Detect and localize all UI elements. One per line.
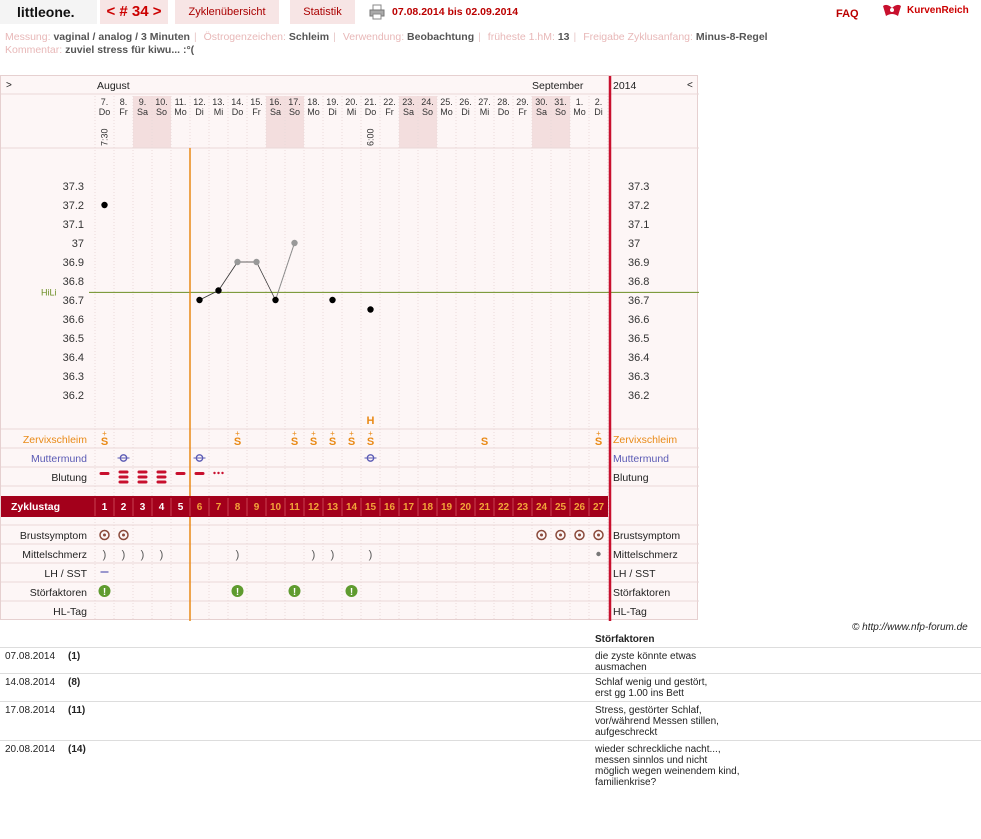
cycle-day-number: 13 [326, 502, 339, 513]
mucus-symbol: S [100, 436, 109, 448]
day-date-label: 15. [250, 97, 263, 107]
day-weekday-label: Di [594, 107, 603, 117]
month-label-august: August [97, 80, 130, 92]
cycle-info-line: Messung: vaginal / analog / 3 Minuten | Östrogenzeichen: Schleim | Verwendung: Beobachtung | früheste 1.hM: 13 | Freigabe Zyklusanfang: Minus-8-Regel [5, 31, 768, 43]
cycle-day-number: 14 [345, 502, 358, 513]
spotting-dot [221, 472, 223, 474]
usage-value: Beobachtung [407, 31, 475, 43]
bleeding-mark [157, 476, 167, 479]
bleeding-mark [100, 472, 110, 475]
y-tick-left: 37.3 [62, 181, 84, 193]
bleeding-mark [157, 481, 167, 484]
day-weekday-label: Sa [402, 107, 415, 117]
day-date-label: 13. [212, 97, 225, 107]
day-weekday-label: So [155, 107, 168, 117]
day-weekday-label: Mo [307, 107, 320, 117]
mucus-plus-mark: + [102, 429, 107, 438]
top-nav [0, 0, 981, 26]
day-weekday-label: Sa [269, 107, 282, 117]
row-label-disturbance: Störfaktoren [29, 587, 87, 599]
temperature-point [234, 259, 240, 265]
note-day: (1) [68, 651, 81, 662]
day-weekday-label: Sa [136, 107, 149, 117]
y-tick-left: 36.6 [62, 314, 84, 326]
mucus-plus-mark: + [349, 429, 354, 438]
cycle-day-number: 25 [554, 502, 567, 513]
measurement-value: vaginal / analog / 3 Minuten [53, 31, 190, 43]
mucus-symbol: S [290, 436, 299, 448]
earliest-hm-value: 13 [557, 31, 570, 43]
breast-symptom-icon-dot [122, 534, 125, 537]
mucus-plus-mark: + [330, 429, 335, 438]
day-weekday-label: Di [328, 107, 337, 117]
cycle-day-number: 22 [497, 502, 510, 513]
mucus-symbol: S [309, 436, 318, 448]
note-day: (8) [68, 677, 81, 688]
day-date-label: 7. [100, 97, 109, 107]
day-date-label: 14. [231, 97, 244, 107]
printer-icon[interactable] [369, 4, 385, 23]
temperature-point [329, 297, 335, 303]
row-label-breast: Brustsymptom [19, 530, 87, 542]
day-weekday-label: Fr [385, 107, 394, 117]
cycle-date-range: 07.08.2014 bis 02.09.2014 [392, 6, 519, 18]
day-weekday-label: Sa [535, 107, 548, 117]
kurvenreich-link[interactable]: KurvenReich [907, 5, 969, 16]
bleeding-mark [119, 471, 129, 474]
cycle-day-number: 12 [307, 502, 320, 513]
note-day: (14) [68, 744, 86, 755]
cycle-day-number: 15 [364, 502, 377, 513]
earliest-hm-label: früheste 1.hM: [487, 31, 555, 43]
y-tick-left: 36.5 [62, 333, 84, 345]
row-label-bleeding: Blutung [51, 472, 87, 484]
peak-day-label: H [366, 415, 375, 427]
day-weekday-label: Mo [174, 107, 187, 117]
day-weekday-label: Mo [440, 107, 453, 117]
bleeding-mark [119, 476, 129, 479]
mittelschmerz-mark: ) [102, 549, 107, 561]
day-date-label: 20. [345, 97, 358, 107]
row-label-mittelschmerz: Mittelschmerz [22, 549, 87, 561]
cycle-day-number: 1 [101, 502, 108, 513]
measure-time-label: 6:00 [365, 128, 376, 146]
temperature-point [272, 297, 278, 303]
coverline-label: HiLi [41, 287, 57, 298]
bleeding-mark [195, 472, 205, 475]
bleeding-mark [138, 471, 148, 474]
mucus-plus-mark: + [292, 429, 297, 438]
note-text: Stress, gestörter Schlaf, vor/während Messen stillen, aufgeschreckt [595, 705, 719, 738]
row-label-cervical-mucus: Zervixschleim [22, 434, 87, 446]
kurvenreich-logo-icon[interactable] [881, 3, 903, 22]
y-tick-left: 36.3 [62, 371, 84, 383]
day-weekday-label: Mo [573, 107, 586, 117]
mittelschmerz-mark: ) [368, 549, 373, 561]
row-label-hl-day: HL-Tag [613, 606, 647, 618]
mucus-symbol: S [347, 436, 356, 448]
day-weekday-label: Do [231, 107, 244, 117]
y-tick-right: 36.7 [628, 295, 650, 307]
day-date-label: 18. [307, 97, 320, 107]
y-tick-left: 36.7 [62, 295, 84, 307]
temperature-point [367, 306, 373, 312]
day-date-label: 23. [402, 97, 415, 107]
cycle-day-number: 23 [516, 502, 529, 513]
disturbance-icon-mark: ! [292, 587, 297, 598]
mittelschmerz-mark: ) [121, 549, 126, 561]
spotting-dot [213, 472, 215, 474]
disturbance-icon-mark: ! [235, 587, 240, 598]
cycle-day-number: 27 [592, 502, 605, 513]
mittelschmerz-mark: ) [140, 549, 145, 561]
y-tick-right: 37.2 [628, 200, 650, 212]
day-weekday-label: So [421, 107, 434, 117]
breast-symptom-icon-dot [540, 534, 543, 537]
note-text: Schlaf wenig und gestört, erst gg 1.00 ins Bett [595, 677, 708, 699]
temperature-point [291, 240, 297, 246]
usage-label: Verwendung: [342, 31, 405, 43]
row-label-lh: LH / SST [613, 568, 656, 580]
note-date: 17.08.2014 [5, 705, 56, 716]
day-date-label: 16. [269, 97, 282, 107]
cycle-day-number: 11 [289, 502, 300, 513]
y-tick-right: 37 [628, 238, 641, 250]
day-date-label: 28. [497, 97, 510, 107]
y-tick-right: 36.3 [628, 371, 650, 383]
cycle-day-number: 24 [535, 502, 548, 513]
day-date-label: 1. [575, 97, 584, 107]
day-weekday-label: So [554, 107, 567, 117]
y-tick-right: 36.5 [628, 333, 650, 345]
mucus-symbol: S [233, 436, 242, 448]
cycle-overview-tab[interactable]: Zyklenübersicht [175, 0, 279, 24]
day-weekday-label: Mi [213, 107, 224, 117]
y-tick-left: 36.4 [62, 352, 84, 364]
row-label-lh: LH / SST [44, 568, 87, 580]
day-weekday-label: Fr [119, 107, 128, 117]
note-text: die zyste könnte etwas ausmachen [595, 651, 697, 673]
day-date-label: 11. [174, 97, 187, 107]
temperature-chart [0, 75, 698, 620]
cycle-day-number: 9 [253, 502, 260, 513]
mucus-symbol: S [594, 436, 603, 448]
y-tick-right: 37.3 [628, 181, 650, 193]
day-weekday-label: Di [461, 107, 470, 117]
y-tick-left: 36.9 [62, 257, 84, 269]
copyright-note[interactable]: © http://www.nfp-forum.de [852, 622, 968, 633]
breast-symptom-icon-dot [103, 534, 106, 537]
y-tick-right: 36.4 [628, 352, 650, 364]
cycle-day-number: 8 [234, 502, 241, 513]
breast-symptom-icon-dot [597, 534, 600, 537]
mittelschmerz-mark: ) [311, 549, 316, 561]
row-label-bleeding: Blutung [613, 472, 649, 484]
note-row [0, 701, 981, 740]
bleeding-mark [138, 481, 148, 484]
mucus-plus-mark: + [311, 429, 316, 438]
bleeding-mark [138, 476, 148, 479]
note-row [0, 673, 981, 701]
notes-header: Störfaktoren [595, 634, 655, 645]
cycle-day-number: 4 [158, 502, 165, 513]
y-tick-left: 37 [71, 238, 84, 250]
day-date-label: 22. [383, 97, 396, 107]
mucus-plus-mark: + [235, 429, 240, 438]
cycle-day-number: 2 [120, 502, 127, 513]
y-tick-left: 37.2 [62, 200, 84, 212]
cycle-day-label: Zyklustag [11, 501, 61, 513]
temperature-point [196, 297, 202, 303]
cycle-day-number: 20 [459, 502, 472, 513]
temperature-point [215, 287, 221, 293]
cycle-day-number: 19 [440, 502, 453, 513]
day-date-label: 19. [326, 97, 339, 107]
mucus-symbol: S [480, 436, 489, 448]
note-row [0, 740, 981, 792]
day-date-label: 17. [288, 97, 301, 107]
day-weekday-label: Do [364, 107, 377, 117]
day-weekday-label: Mi [346, 107, 357, 117]
row-label-breast: Brustsymptom [613, 530, 681, 542]
note-date: 20.08.2014 [5, 744, 56, 755]
y-tick-right: 36.8 [628, 276, 650, 288]
day-date-label: 30. [535, 97, 548, 107]
cycle-day-number: 7 [215, 502, 222, 513]
mittelschmerz-mark: ) [159, 549, 164, 561]
day-date-label: 9. [138, 97, 147, 107]
year-label: 2014 [613, 80, 637, 92]
y-tick-left: 37.1 [62, 219, 84, 231]
day-date-label: 12. [193, 97, 206, 107]
note-date: 14.08.2014 [5, 677, 56, 688]
day-date-label: 21. [364, 97, 377, 107]
cycle-selector-tab[interactable]: < # 34 > [100, 0, 168, 24]
day-date-label: 10. [155, 97, 168, 107]
release-value: Minus-8-Regel [695, 31, 768, 43]
day-weekday-label: Fr [252, 107, 261, 117]
y-tick-left: 36.2 [62, 390, 84, 402]
estrogen-value: Schleim [288, 31, 330, 43]
bleeding-mark [176, 472, 186, 475]
mittelschmerz-mark: ) [330, 549, 335, 561]
day-date-label: 25. [440, 97, 453, 107]
cycle-day-number: 6 [196, 502, 203, 513]
day-date-label: 2. [594, 97, 603, 107]
mucus-symbol: S [366, 436, 375, 448]
note-date: 07.08.2014 [5, 651, 56, 662]
day-date-label: 31. [554, 97, 567, 107]
month-label-september: September [532, 80, 584, 92]
chart-nav-prev: > [6, 80, 12, 91]
mucus-symbol: S [328, 436, 337, 448]
note-text: wieder schreckliche nacht..., messen sinnlos und nicht möglich wegen weinendem kind, familienkrise? [595, 744, 740, 788]
mucus-plus-mark: + [368, 429, 373, 438]
cycle-day-number: 3 [139, 502, 146, 513]
disturbance-icon-mark: ! [349, 587, 354, 598]
cycle-day-number: 10 [269, 502, 282, 513]
mittelschmerz-dot [596, 552, 600, 556]
day-date-label: 24. [421, 97, 434, 107]
row-label-hl-day: HL-Tag [53, 606, 87, 618]
measurement-label: Messung: [5, 31, 51, 43]
release-label: Freigabe Zyklusanfang: [583, 31, 693, 43]
measure-time-label: 7:30 [99, 128, 110, 146]
note-day: (11) [68, 705, 86, 716]
y-tick-right: 36.9 [628, 257, 650, 269]
breast-symptom-icon-dot [559, 534, 562, 537]
note-row [0, 647, 981, 673]
day-date-label: 26. [459, 97, 472, 107]
temperature-line-segment [219, 262, 238, 291]
comment-value: zuviel stress für kiwu... :°( [65, 44, 195, 56]
temperature-point [101, 202, 107, 208]
mittelschmerz-mark: ) [235, 549, 240, 561]
faq-link[interactable]: FAQ [836, 8, 859, 20]
bleeding-mark [157, 471, 167, 474]
spotting-dot [217, 472, 219, 474]
comment-line [5, 44, 194, 56]
bleeding-mark [119, 481, 129, 484]
brand-logo[interactable]: littleone. [0, 0, 97, 24]
comment-label: Kommentar: [5, 44, 63, 56]
day-date-label: 8. [119, 97, 128, 107]
row-label-cervix: Muttermund [30, 453, 87, 465]
chart-canvas [1, 76, 699, 621]
day-date-label: 29. [516, 97, 529, 107]
y-tick-left: 36.8 [62, 276, 84, 288]
day-weekday-label: Mi [479, 107, 490, 117]
row-label-mittelschmerz: Mittelschmerz [613, 549, 678, 561]
estrogen-label: Östrogenzeichen: [203, 31, 286, 43]
cycle-day-number: 26 [573, 502, 586, 513]
day-weekday-label: Fr [518, 107, 527, 117]
breast-symptom-icon-dot [578, 534, 581, 537]
chart-nav-next: < [687, 80, 693, 91]
day-weekday-label: Do [98, 107, 111, 117]
y-tick-right: 37.1 [628, 219, 650, 231]
cycle-day-number: 18 [421, 502, 434, 513]
y-tick-right: 36.6 [628, 314, 650, 326]
cycle-day-number: 16 [383, 502, 396, 513]
day-weekday-label: So [288, 107, 301, 117]
temperature-point [253, 259, 259, 265]
row-label-cervix: Muttermund [613, 453, 670, 465]
cycle-day-number: 17 [402, 502, 415, 513]
mucus-plus-mark: + [596, 429, 601, 438]
day-weekday-label: Di [195, 107, 204, 117]
row-label-disturbance: Störfaktoren [613, 587, 671, 599]
y-tick-right: 36.2 [628, 390, 650, 402]
statistics-tab[interactable]: Statistik [290, 0, 355, 24]
disturbance-icon-mark: ! [102, 587, 107, 598]
day-date-label: 27. [478, 97, 491, 107]
cycle-day-number: 21 [478, 502, 491, 513]
day-weekday-label: Do [497, 107, 510, 117]
cycle-day-number: 5 [177, 502, 184, 513]
row-label-cervical-mucus: Zervixschleim [613, 434, 678, 446]
